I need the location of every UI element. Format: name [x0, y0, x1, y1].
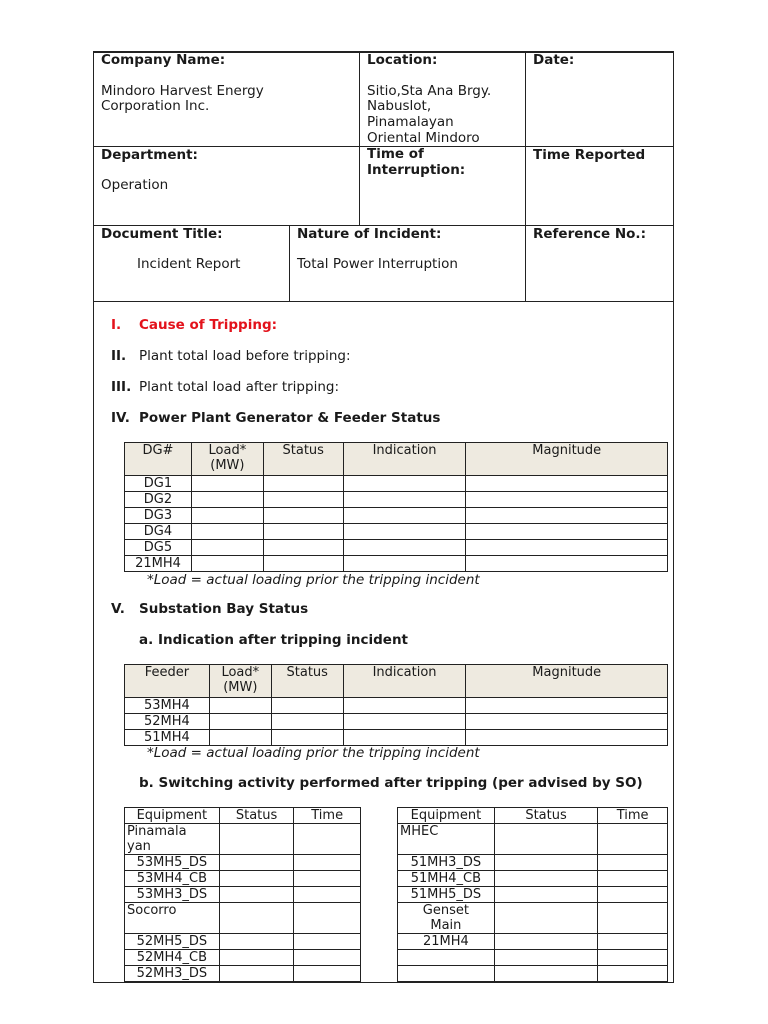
status-cell	[219, 887, 294, 903]
equipment-label	[125, 950, 220, 966]
time-cell	[294, 855, 361, 871]
equipment-label	[125, 855, 220, 871]
section-3-title: Plant total load after tripping:	[139, 379, 339, 395]
equipment-label-text: Socorro	[127, 903, 177, 918]
status-cell	[219, 966, 294, 982]
status-cell	[494, 934, 597, 950]
status-cell	[219, 950, 294, 966]
document-title-label: Document Title:	[101, 226, 223, 242]
table-row	[125, 540, 668, 556]
table-row	[125, 508, 668, 524]
table-row	[125, 934, 361, 950]
section-4-title: Power Plant Generator & Feeder Status	[139, 410, 441, 426]
equipment-label	[398, 855, 495, 871]
empty-cell	[271, 714, 343, 730]
empty-cell	[191, 476, 263, 492]
equipment-label	[398, 966, 495, 982]
generator-status-table	[124, 442, 668, 572]
col-header-load	[191, 443, 263, 476]
time-of-interruption-label-line2: Interruption:	[367, 162, 466, 178]
equipment-label-text: yan	[127, 839, 151, 854]
status-cell	[219, 903, 294, 934]
empty-cell	[263, 540, 343, 556]
group-label	[398, 824, 495, 855]
table-row	[398, 903, 668, 934]
time-cell	[598, 934, 668, 950]
section-5a-title: a. Indication after tripping incident	[139, 632, 409, 648]
empty-cell	[466, 508, 668, 524]
row-label: 21MH4	[125, 556, 192, 572]
empty-cell	[343, 540, 466, 556]
time-cell	[598, 950, 668, 966]
time-cell	[598, 887, 668, 903]
table-row	[125, 730, 668, 746]
row-label: DG5	[125, 540, 192, 556]
empty-cell	[343, 730, 466, 746]
section-3-number: III.	[111, 379, 132, 395]
empty-cell	[263, 508, 343, 524]
time-cell	[294, 934, 361, 950]
table-row	[125, 556, 668, 572]
empty-cell	[466, 730, 668, 746]
row-label: 53MH4	[125, 698, 210, 714]
time-cell	[598, 855, 668, 871]
empty-cell	[343, 524, 466, 540]
table-row	[125, 950, 361, 966]
table-row	[398, 824, 668, 855]
empty-cell	[466, 698, 668, 714]
row-label: DG1	[125, 476, 192, 492]
col-header-feeder: Feeder	[125, 665, 210, 698]
time-cell	[294, 887, 361, 903]
load-header-line2: (MW)	[223, 680, 258, 695]
document-title-value: Incident Report	[137, 256, 241, 272]
table-row	[125, 492, 668, 508]
department-value: Operation	[101, 177, 169, 193]
time-of-interruption-label-line1: Time of	[367, 146, 424, 162]
empty-cell	[466, 492, 668, 508]
status-cell	[494, 871, 597, 887]
empty-cell	[191, 524, 263, 540]
equipment-label-text: Genset	[422, 903, 469, 918]
time-cell	[294, 966, 361, 982]
empty-cell	[343, 508, 466, 524]
equipment-label-text: 52MH3_DS	[136, 966, 208, 981]
status-cell	[494, 950, 597, 966]
time-cell	[294, 903, 361, 934]
time-reported-label: Time Reported	[533, 147, 646, 163]
time-cell	[598, 824, 668, 855]
col-header-load	[209, 665, 271, 698]
status-cell	[494, 824, 597, 855]
table-row	[398, 871, 668, 887]
location-label: Location:	[367, 52, 438, 68]
date-label: Date:	[533, 52, 575, 68]
section-4-number: IV.	[111, 410, 130, 426]
empty-cell	[343, 476, 466, 492]
company-name-value-line1: Mindoro Harvest Energy	[101, 83, 264, 99]
col-header-indication: Indication	[343, 665, 466, 698]
nature-of-incident-value: Total Power Interruption	[297, 256, 458, 272]
empty-cell	[466, 714, 668, 730]
row-label: 51MH4	[125, 730, 210, 746]
section-2-number: II.	[111, 348, 127, 364]
status-cell	[494, 855, 597, 871]
col-header-indication: Indication	[343, 443, 466, 476]
table-row	[125, 476, 668, 492]
col-header-magnitude: Magnitude	[466, 443, 668, 476]
empty-cell	[271, 698, 343, 714]
empty-cell	[466, 556, 668, 572]
empty-cell	[343, 714, 466, 730]
table-row	[125, 698, 668, 714]
empty-cell	[191, 508, 263, 524]
status-cell	[219, 855, 294, 871]
table-row	[125, 824, 361, 855]
empty-cell	[209, 698, 271, 714]
empty-cell	[209, 730, 271, 746]
table-row	[125, 714, 668, 730]
empty-cell	[263, 524, 343, 540]
group-label	[398, 903, 495, 934]
col-header-dg: DG#	[125, 443, 192, 476]
row-label: DG2	[125, 492, 192, 508]
time-cell	[598, 903, 668, 934]
load-footnote-2: *Load = actual loading prior the tripping incident	[147, 745, 480, 761]
table-row	[125, 871, 361, 887]
empty-cell	[191, 492, 263, 508]
equipment-label-text: 52MH4_CB	[136, 950, 208, 965]
equipment-label	[398, 934, 495, 950]
location-line3: Pinamalayan	[367, 114, 454, 130]
load-footnote-1: *Load = actual loading prior the tripping incident	[147, 572, 480, 588]
status-cell	[494, 903, 597, 934]
equipment-label	[125, 934, 220, 950]
switching-table-right	[397, 807, 668, 982]
row-label: DG4	[125, 524, 192, 540]
status-cell	[494, 887, 597, 903]
reference-no-label: Reference No.:	[533, 226, 646, 242]
empty-cell	[343, 556, 466, 572]
equipment-label	[398, 950, 495, 966]
time-cell	[294, 871, 361, 887]
table-row	[398, 855, 668, 871]
equipment-label-text: 53MH5_DS	[136, 855, 208, 870]
equipment-label	[125, 871, 220, 887]
section-1-number: I.	[111, 317, 122, 333]
col-header-status: Status	[494, 808, 597, 824]
equipment-label-text: 53MH4_CB	[136, 871, 208, 886]
status-cell	[219, 824, 294, 855]
section-5-title: Substation Bay Status	[139, 601, 309, 617]
equipment-label-text: 51MH3_DS	[410, 855, 482, 870]
time-cell	[294, 950, 361, 966]
col-header-magnitude: Magnitude	[466, 665, 668, 698]
col-header-equipment: Equipment	[125, 808, 220, 824]
time-cell	[294, 824, 361, 855]
row-label: 52MH4	[125, 714, 210, 730]
switching-table-left	[124, 807, 361, 982]
equipment-label-text: MHEC	[400, 824, 439, 839]
status-cell	[219, 934, 294, 950]
status-cell	[494, 966, 597, 982]
empty-cell	[466, 476, 668, 492]
nature-of-incident-label: Nature of Incident:	[297, 226, 442, 242]
empty-cell	[271, 730, 343, 746]
company-name-value-line2: Corporation Inc.	[101, 98, 210, 114]
col-header-status: Status	[263, 443, 343, 476]
feeder-status-table	[124, 664, 668, 746]
empty-cell	[191, 540, 263, 556]
section-5b-title: b. Switching activity performed after tripping (per advised by SO)	[139, 775, 643, 791]
equipment-label	[125, 887, 220, 903]
status-cell	[219, 871, 294, 887]
table-row	[125, 887, 361, 903]
table-row	[125, 966, 361, 982]
equipment-label	[398, 887, 495, 903]
table-row	[125, 903, 361, 934]
equipment-label-text: Pinamala	[127, 824, 187, 839]
col-header-time: Time	[598, 808, 668, 824]
col-header-equipment: Equipment	[398, 808, 495, 824]
col-header-status: Status	[271, 665, 343, 698]
table-row	[125, 855, 361, 871]
empty-cell	[209, 714, 271, 730]
section-2-title: Plant total load before tripping:	[139, 348, 351, 364]
table-row	[398, 934, 668, 950]
location-line4: Oriental Mindoro	[367, 130, 480, 146]
table-row	[398, 950, 668, 966]
col-header-status: Status	[219, 808, 294, 824]
empty-cell	[466, 540, 668, 556]
equipment-label-text: 52MH5_DS	[136, 934, 208, 949]
empty-cell	[263, 476, 343, 492]
equipment-label-text: 53MH3_DS	[136, 887, 208, 902]
empty-cell	[263, 556, 343, 572]
empty-cell	[343, 698, 466, 714]
equipment-label-text: 21MH4	[422, 934, 469, 949]
table-row	[125, 524, 668, 540]
equipment-label-text: 51MH5_DS	[410, 887, 482, 902]
equipment-label-text: 51MH4_CB	[410, 871, 482, 886]
time-cell	[598, 871, 668, 887]
time-cell	[598, 966, 668, 982]
location-line2: Nabuslot,	[367, 98, 432, 114]
load-header-line1: Load*	[221, 665, 260, 680]
row-label: DG3	[125, 508, 192, 524]
group-label	[125, 824, 220, 855]
section-5-number: V.	[111, 601, 125, 617]
load-header-line1: Load*	[208, 443, 247, 458]
empty-cell	[263, 492, 343, 508]
equipment-label-text: Main	[430, 918, 462, 933]
section-1-title: Cause of Tripping:	[139, 317, 278, 333]
col-header-time: Time	[294, 808, 361, 824]
load-header-line2: (MW)	[210, 458, 245, 473]
department-label: Department:	[101, 147, 198, 163]
group-label	[125, 903, 220, 934]
empty-cell	[343, 492, 466, 508]
table-row	[398, 887, 668, 903]
equipment-label	[125, 966, 220, 982]
company-name-label: Company Name:	[101, 52, 226, 68]
equipment-label	[398, 871, 495, 887]
location-line1: Sitio,Sta Ana Brgy.	[367, 83, 492, 99]
empty-cell	[466, 524, 668, 540]
table-row	[398, 966, 668, 982]
empty-cell	[191, 556, 263, 572]
